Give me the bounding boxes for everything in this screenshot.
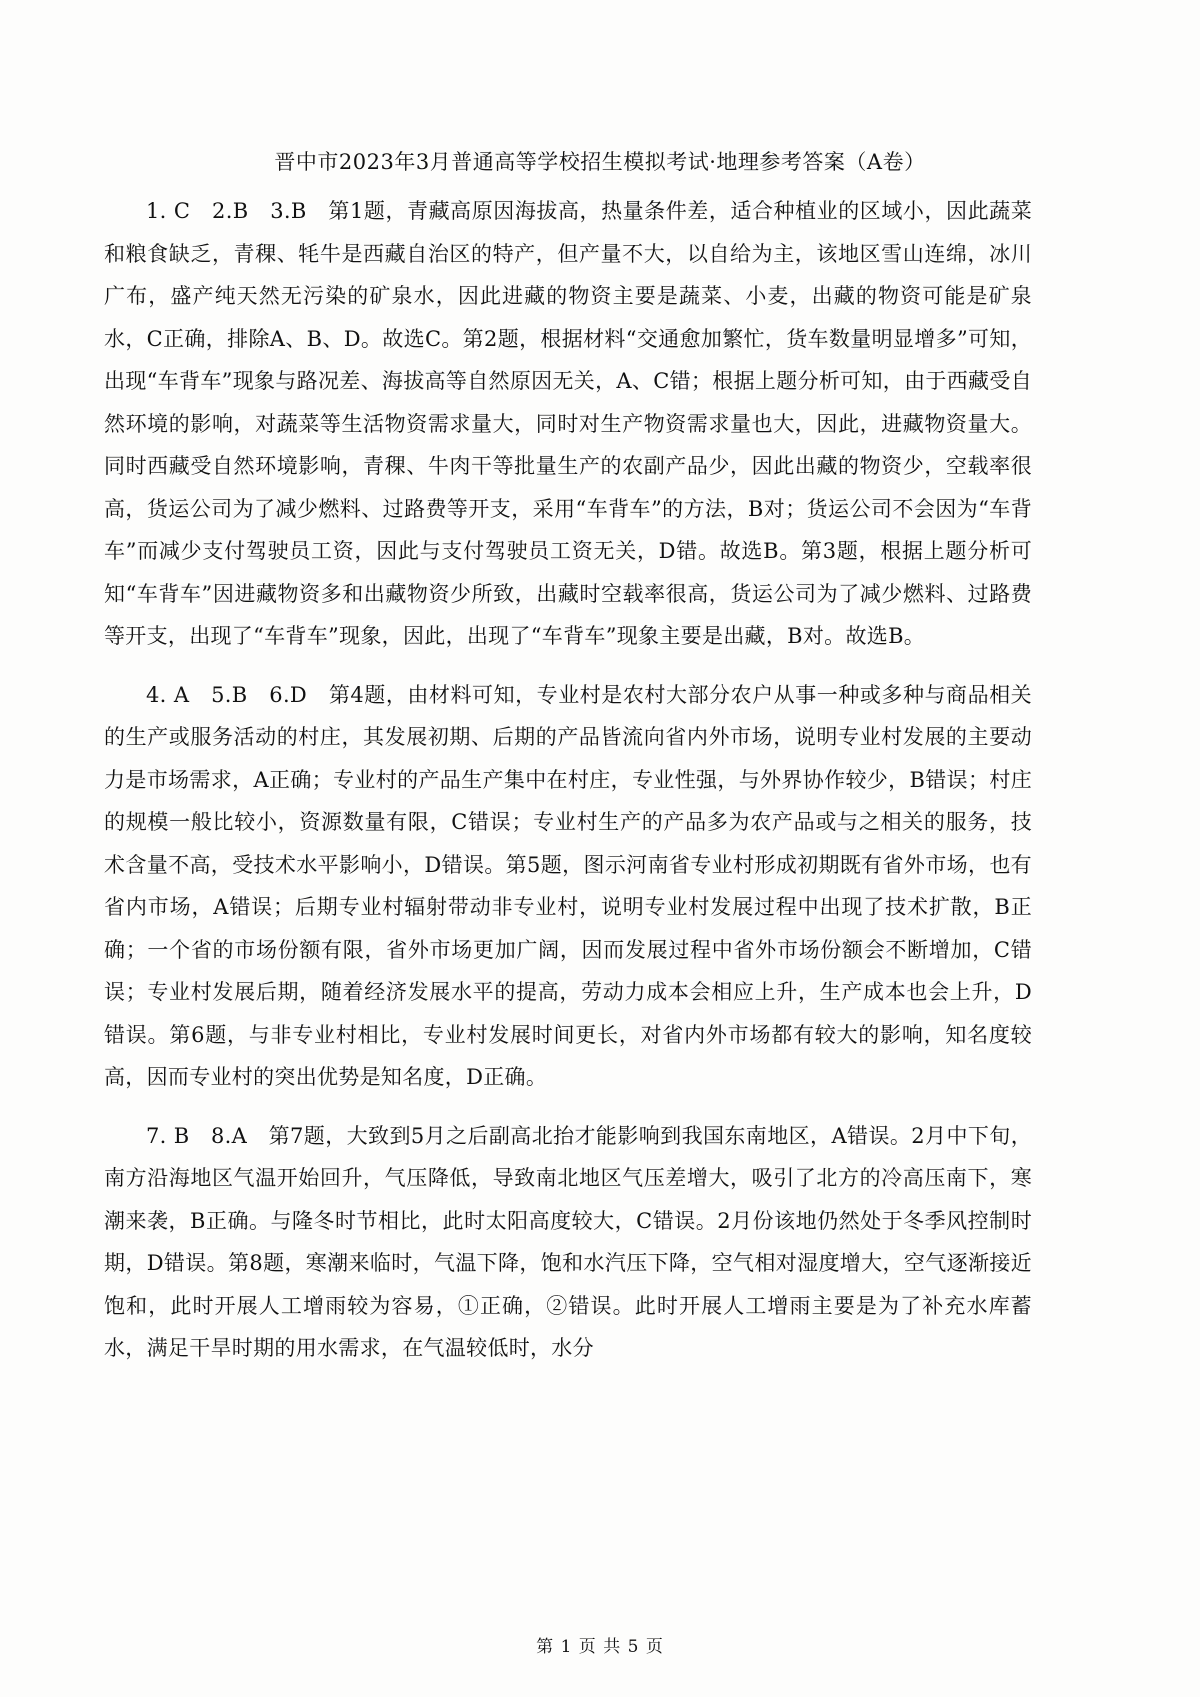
answer-paragraph-1-3: 1. C 2.B 3.B 第1题，青藏高原因海拔高，热量条件差，适合种植业的区域小，因此蔬菜和粮食缺乏，青稞、牦牛是西藏自治区的特产，但产量不大，以自给为主，该地区雪山连绵，冰川广布，盛产纯天然无污染的矿泉水，因此进藏的物资主要是蔬菜、小麦，出藏的物资可能是矿泉水，C正确，排除A、B、D。故选C。第2题，根据材料“交通愈加繁忙，货车数量明显增多”可知，出现“车背车”现象与路况差、海拔高等自然原因无关，A、C错；根据上题分析可知，由于西藏受自然环境的影响，对蔬菜等生活物资需求量大，同时对生产物资需求量也大，因此，进藏物资量大。同时西藏受自然环境影响，青稞、牛肉干等批量生产的农副产品少，因此出藏的物资少，空载率很高，货运公司为了减少燃料、过路费等开支，采用“车背车”的方法，B对；货运公司不会因为“车背车”而减少支付驾驶员工资，因此与支付驾驶员工资无关，D错。故选B。第3题，根据上题分析可知“车背车”因进藏物资多和出藏物资少所致，出藏时空载率很高，货运公司为了减少燃料、过路费等开支，出现了“车背车”现象，因此，出现了“车背车”现象主要是出藏，B对。故选B。: [104, 199, 1032, 648]
answer-paragraph-7-8: 7. B 8.A 第7题，大致到5月之后副高北抬才能影响到我国东南地区，A错误。2月中下旬，南方沿海地区气温开始回升，气压降低，导致南北地区气压差增大，吸引了北方的冷高压南下，寒潮来袭，B正确。与隆冬时节相比，此时太阳高度较大，C错误。2月份该地仍然处于冬季风控制时期，D错误。第8题，寒潮来临时，气温下降，饱和水汽压下降，空气相对湿度增大，空气逐渐接近饱和，此时开展人工增雨较为容易，①正确，②错误。此时开展人工增雨主要是为了补充水库蓄水，满足干旱时期的用水需求，在气温较低时，水分: [104, 1123, 1032, 1360]
page-number-footer: 第 1 页 共 5 页: [536, 1637, 664, 1657]
answer-body: [104, 190, 1032, 1386]
answer-paragraph-4-6: 4. A 5.B 6.D 第4题，由材料可知，专业村是农村大部分农户从事一种或多种与商品相关的生产或服务活动的村庄，其发展初期、后期的产品皆流向省内外市场，说明专业村发展的主要动力是市场需求，A正确；专业村的产品生产集中在村庄，专业性强，与外界协作较少，B错误；村庄的规模一般比较小，资源数量有限，C错误；专业村生产的产品多为农产品或与之相关的服务，技术含量不高，受技术水平影响小，D错误。第5题，图示河南省专业村形成初期既有省外市场，也有省内市场，A错误；后期专业村辐射带动非专业村，说明专业村发展过程中出现了技术扩散，B正确；一个省的市场份额有限，省外市场更加广阔，因而发展过程中省外市场份额会不断增加，C错误；专业村发展后期，随着经济发展水平的提高，劳动力成本会相应上升，生产成本也会上升，D错误。第6题，与非专业村相比，专业村发展时间更长，对省内外市场都有较大的影响，知名度较高，因而专业村的突出优势是知名度，D正确。: [104, 682, 1032, 1089]
document-title: 晋中市2023年3月普通高等学校招生模拟考试·地理参考答案（A卷）: [274, 150, 926, 174]
